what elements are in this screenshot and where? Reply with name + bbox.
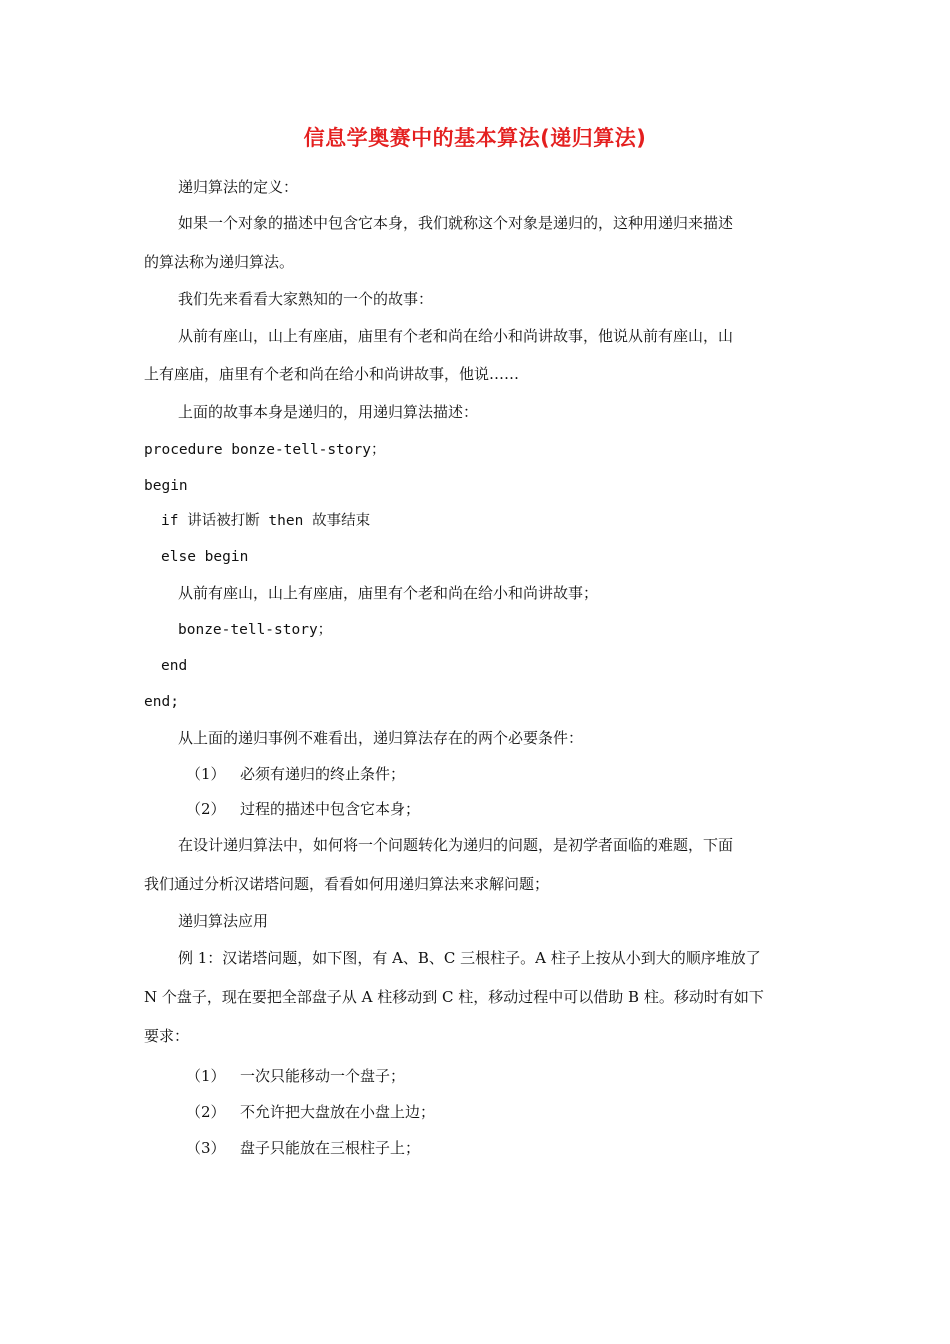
definition-paragraph-line-2: 的算法称为递归算法。 [144, 253, 295, 271]
example-paragraph-line-1: 例 1：汉诺塔问题，如下图，有 A、B、C 三根柱子。A 柱子上按从小到大的顺序堆放了 [178, 949, 761, 967]
condition-item-2 [186, 799, 420, 819]
code-line-recursive-call: bonze-tell-story； [178, 622, 333, 638]
rule-number: （2） [186, 1103, 226, 1121]
rule-item-3 [186, 1138, 420, 1158]
document-title: 信息学奥赛中的基本算法(递归算法) [303, 126, 647, 150]
story-paragraph-line-2: 上有座庙，庙里有个老和尚在给小和尚讲故事，他说…… [144, 365, 520, 383]
code-line-else-begin: else begin [161, 549, 249, 565]
application-heading: 递归算法应用 [178, 912, 269, 930]
condition-item-1 [186, 764, 405, 784]
rule-item-1 [186, 1066, 405, 1086]
example-paragraph-line-2: N 个盘子，现在要把全部盘子从 A 柱移动到 C 柱，移动过程中可以借助 B 柱。移动时有如下 [144, 988, 764, 1006]
rule-number: （3） [186, 1139, 226, 1157]
condition-text: 过程的描述中包含它本身； [240, 800, 421, 818]
rule-text: 不允许把大盘放在小盘上边； [240, 1103, 436, 1121]
example-paragraph-line-3: 要求： [144, 1027, 190, 1045]
conditions-intro: 从上面的递归事例不难看出，递归算法存在的两个必要条件： [178, 729, 584, 747]
code-line-end-outer: end; [144, 694, 179, 710]
story-description: 上面的故事本身是递归的，用递归算法描述： [178, 403, 479, 421]
story-paragraph-line-1: 从前有座山，山上有座庙，庙里有个老和尚在给小和尚讲故事，他说从前有座山，山 [178, 327, 734, 345]
condition-text: 必须有递归的终止条件； [240, 765, 406, 783]
rule-item-2 [186, 1102, 435, 1122]
code-line-end-inner: end [161, 658, 188, 674]
code-line-if: if 讲话被打断 then 故事结束 [161, 513, 371, 529]
condition-number: （1） [186, 765, 226, 783]
rule-text: 一次只能移动一个盘子； [240, 1067, 406, 1085]
code-line-procedure: procedure bonze-tell-story； [144, 442, 386, 458]
definition-paragraph-line-1: 如果一个对象的描述中包含它本身，我们就称这个对象是递归的，这种用递归来描述 [178, 214, 734, 232]
story-intro: 我们先来看看大家熟知的一个的故事： [178, 290, 434, 308]
code-line-story: 从前有座山，山上有座庙，庙里有个老和尚在给小和尚讲故事； [178, 584, 599, 602]
design-paragraph-line-2: 我们通过分析汉诺塔问题，看看如何用递归算法来求解问题； [144, 875, 550, 893]
rule-text: 盘子只能放在三根柱子上； [240, 1139, 421, 1157]
definition-heading: 递归算法的定义： [178, 178, 299, 196]
rule-number: （1） [186, 1067, 226, 1085]
condition-number: （2） [186, 800, 226, 818]
code-line-begin: begin [144, 478, 188, 494]
design-paragraph-line-1: 在设计递归算法中，如何将一个问题转化为递归的问题，是初学者面临的难题，下面 [178, 836, 734, 854]
